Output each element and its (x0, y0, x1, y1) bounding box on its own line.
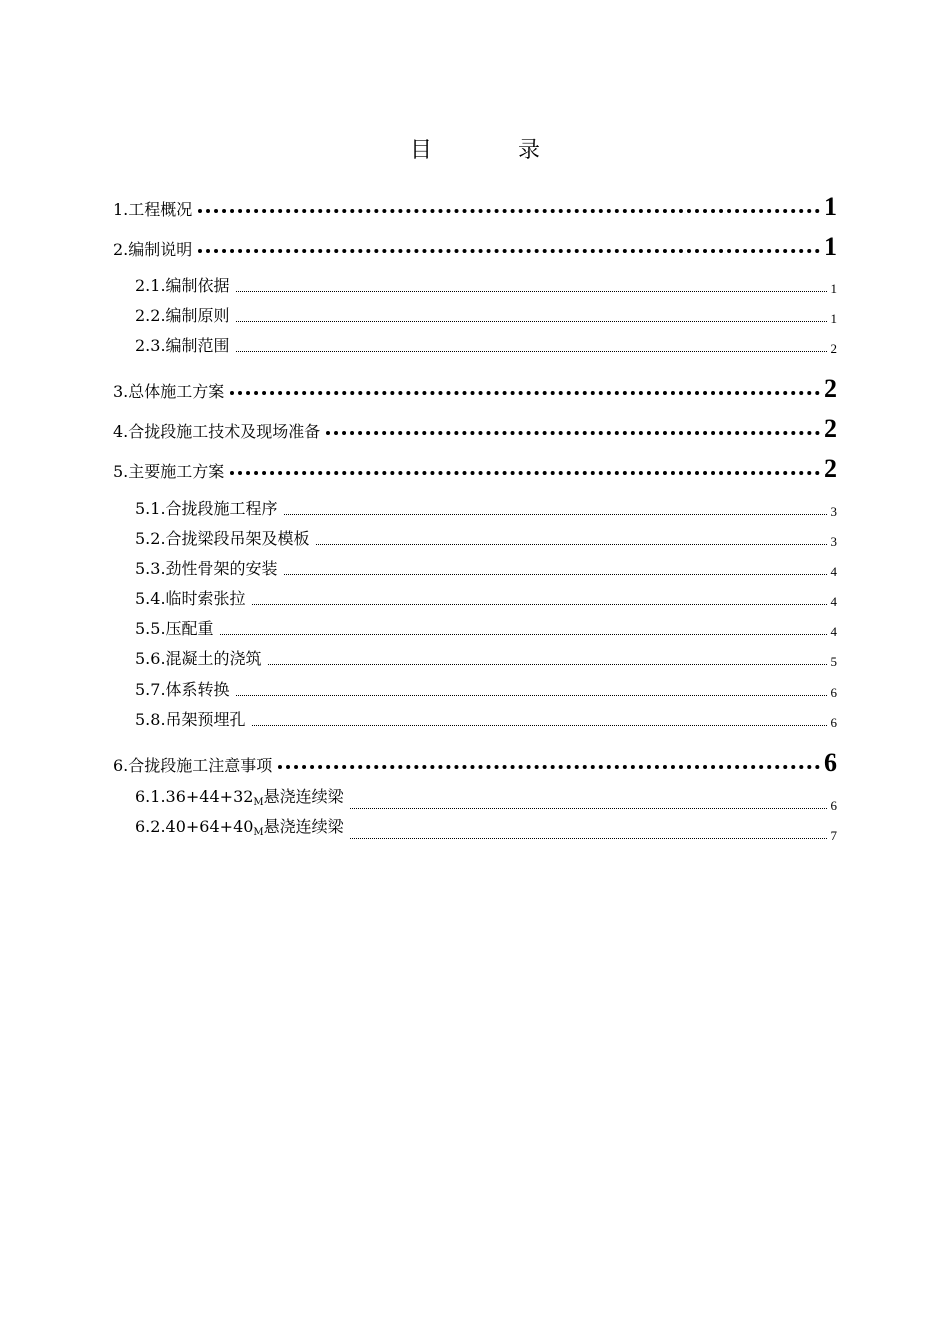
toc-entry-section[interactable] (135, 272, 837, 296)
toc-entry-label-text: 2.2.编制原则 (135, 306, 230, 325)
toc-entry-chapter[interactable] (113, 746, 837, 776)
toc-entry-label (135, 306, 230, 326)
toc-entry-label-text: 2.1.编制依据 (135, 276, 230, 295)
dot-leader (252, 725, 827, 726)
toc-entry-label (135, 559, 278, 579)
toc-entry-label-text: 5.1.合拢段施工程序 (135, 499, 278, 518)
toc-entry-page-number: 3 (830, 534, 837, 549)
toc-entry-page-number: 1 (824, 232, 837, 261)
toc-entry-unit-subscript: M (253, 797, 264, 808)
toc-entry-page-number: 1 (830, 311, 837, 326)
toc-entry-label-text: 5.7.体系转换 (135, 680, 230, 699)
dot-leader (230, 471, 820, 475)
dot-leader (198, 209, 820, 213)
toc-entry-label (135, 710, 246, 730)
toc-entry-label (135, 619, 214, 639)
toc-entry-chapter[interactable] (113, 372, 837, 402)
toc-entry-page-number: 2 (824, 414, 837, 443)
toc-entry-label (113, 240, 192, 260)
dot-leader (278, 765, 820, 769)
toc-entry-label-text: 5.3.劲性骨架的安装 (135, 559, 278, 578)
toc-entry-page-number: 2 (824, 374, 837, 403)
dot-leader (198, 249, 820, 253)
toc-entry-page-number: 3 (830, 504, 837, 519)
dot-leader (316, 544, 827, 545)
dot-leader (284, 514, 827, 515)
dot-leader (268, 664, 827, 665)
toc-entry-chapter[interactable] (113, 452, 837, 482)
toc-entry-page-number: 4 (830, 564, 837, 579)
toc-entry-label (135, 276, 230, 296)
toc-entry-chapter[interactable] (113, 412, 837, 442)
dot-leader (350, 808, 827, 809)
toc-entry-label-text: 5.8.吊架预埋孔 (135, 710, 246, 729)
toc-entry-section[interactable] (135, 789, 837, 813)
toc-entry-section[interactable] (135, 615, 837, 639)
dot-leader (236, 351, 827, 352)
toc-entry-section[interactable] (135, 495, 837, 519)
toc-entry-label (135, 787, 344, 813)
toc-entry-label-text: 6.合拢段施工注意事项 (113, 756, 273, 775)
toc-entry-label (113, 200, 192, 220)
toc-entry-section[interactable] (135, 819, 837, 843)
dot-leader (236, 291, 827, 292)
toc-entry-page-number: 6 (830, 685, 837, 700)
toc-entry-label (135, 529, 310, 549)
toc-entry-label (135, 336, 230, 356)
toc-title-char-1: 目 (409, 138, 518, 163)
toc-entry-section[interactable] (135, 706, 837, 730)
toc-entry-page-number: 6 (830, 715, 837, 730)
dot-leader (236, 321, 827, 322)
dot-leader (284, 574, 827, 575)
toc-entry-chapter[interactable] (113, 230, 837, 260)
toc-entry-label-suffix: 悬浇连续梁 (263, 817, 344, 836)
dot-leader (350, 838, 827, 839)
toc-entry-label-text: 5.4.临时索张拉 (135, 589, 246, 608)
toc-entry-section[interactable] (135, 302, 837, 326)
toc-entry-label-text: 5.6.混凝土的浇筑 (135, 649, 262, 668)
toc-entry-label-text: 5.5.压配重 (135, 619, 214, 638)
toc-entry-label (113, 422, 320, 442)
toc-entry-label (135, 499, 278, 519)
toc-entry-label (113, 382, 224, 402)
toc-entry-label-text: 1.工程概况 (113, 200, 193, 219)
toc-entry-label-text: 6.1.36+44+32 (135, 787, 254, 806)
toc-entry-label (135, 817, 344, 843)
toc-entry-section[interactable] (135, 555, 837, 579)
toc-entry-page-number: 1 (824, 192, 837, 221)
toc-entry-label-text: 5.主要施工方案 (113, 462, 225, 481)
toc-entry-label (113, 462, 224, 482)
toc-entry-label-text: 3.总体施工方案 (113, 382, 225, 401)
toc-entry-page-number: 2 (830, 341, 837, 356)
toc-entry-page-number: 2 (824, 454, 837, 483)
toc-title-char-2: 录 (518, 138, 627, 163)
toc-entry-section[interactable] (135, 525, 837, 549)
toc-entry-label-text: 2.3.编制范围 (135, 336, 230, 355)
toc-entry-chapter[interactable] (113, 190, 837, 220)
toc-entry-label (113, 756, 272, 776)
toc-entry-page-number: 6 (824, 748, 837, 777)
toc-entry-label-suffix: 悬浇连续梁 (263, 787, 344, 806)
dot-leader (230, 391, 820, 395)
toc-entry-unit-subscript: M (253, 827, 264, 838)
dot-leader (236, 695, 827, 696)
toc-entry-page-number: 6 (830, 798, 837, 813)
toc-entry-page-number: 7 (830, 828, 837, 843)
toc-entry-page-number: 4 (830, 594, 837, 609)
toc-entry-page-number: 5 (830, 654, 837, 669)
toc-entry-label-text: 2.编制说明 (113, 240, 193, 259)
toc-entry-label-text: 4.合拢段施工技术及现场准备 (113, 422, 321, 441)
toc-entry-section[interactable] (135, 332, 837, 356)
toc-entry-section[interactable] (135, 676, 837, 700)
toc-entry-section[interactable] (135, 585, 837, 609)
toc-entry-label-text: 5.2.合拢梁段吊架及模板 (135, 529, 310, 548)
toc-entry-section[interactable] (135, 645, 837, 669)
toc-entry-label-text: 6.2.40+64+40 (135, 817, 254, 836)
dot-leader (326, 431, 820, 435)
toc-entry-label (135, 589, 246, 609)
dot-leader (220, 634, 827, 635)
toc-entry-page-number: 4 (830, 624, 837, 639)
toc-entry-label (135, 680, 230, 700)
toc-title (0, 133, 950, 164)
toc-entry-label (135, 649, 262, 669)
dot-leader (252, 604, 827, 605)
toc-entry-page-number: 1 (830, 281, 837, 296)
